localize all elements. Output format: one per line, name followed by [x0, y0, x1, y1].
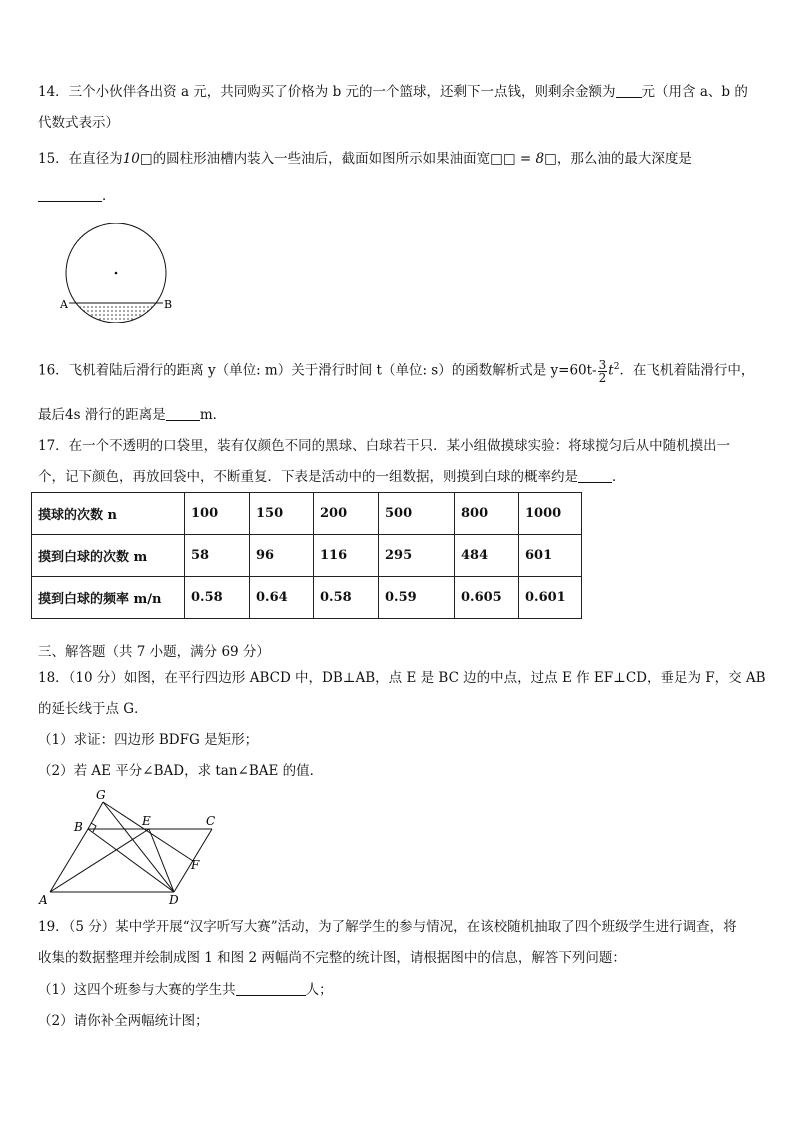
q16-line1: 16．飞机着陆后滑行的距离 y（单位: m）关于滑行时间 t（单位: s）的函数解析式是 y=60t- $\frac{3}{2}$ $t^2$．在飞机着陆滑行中， — [38, 357, 755, 385]
q16-answer-blank[interactable] — [166, 406, 200, 421]
q14-answer-blank[interactable] — [616, 83, 642, 98]
q17-data-table — [31, 492, 582, 619]
q18-line1: 18．（10 分）如图，在平行四边形 ABCD 中，DB⊥AB，点 E 是 BC 边的中点，过点 E 作 EF⊥CD，垂足为 F，交 AB — [38, 670, 766, 686]
q15-label-a: A — [60, 298, 68, 311]
q17-line2: 个，记下颜色，再放回袋中，不断重复．下表是活动中的一组数据，则摸到白球的概率约是 ． — [38, 469, 626, 485]
q15-answer-blank[interactable] — [38, 187, 102, 202]
q19-line1: 19．（5 分）某中学开展“汉字听写大赛”活动，为了解学生的参与情况，在该校随机抽取了四个班级学生进行调查，将 — [38, 919, 737, 935]
q18-part2: （2）若 AE 平分∠BAD，求 tan∠BAE 的值． — [38, 763, 324, 779]
q19-answer-blank[interactable] — [236, 981, 306, 996]
q18-part1: （1）求证：四边形 BDFG 是矩形； — [38, 732, 259, 748]
q19-line2: 收集的数据整理并绘制成图 1 和图 2 两幅尚不完整的统计图，请根据图中的信息，解答下列问题： — [38, 950, 626, 966]
q18-label-f: F — [191, 858, 200, 872]
section-3-heading: 三、解答题（共 7 小题，满分 69 分） — [38, 644, 270, 660]
q15-line2: ． — [38, 186, 116, 206]
q17-line1: 17．在一个不透明的口袋里，装有仅颜色不同的黑球、白球若干只．某小组做摸球实验：将球搅匀后从中随机摸出一 — [38, 438, 731, 454]
q18-label-b: B — [74, 820, 83, 834]
q15-circle-figure — [55, 223, 180, 323]
q18-label-c: C — [206, 814, 216, 828]
q18-line2: 的延长线于点 G． — [38, 701, 148, 717]
q17-answer-blank[interactable] — [578, 468, 612, 483]
q19-part1: （1）这四个班参与大赛的学生共 人； — [38, 982, 333, 998]
table-row: 摸球的次数 n 100 150 200 500 800 1000 — [32, 493, 582, 535]
q14-line2: 代数式表示） — [38, 115, 119, 131]
q16-fraction: $\frac{3}{2}$ — [598, 357, 607, 385]
q15-line1: 15．在直径为10□的圆柱形油槽内装入一些油后，截面如图所示如果油面宽□□ = 8□，那么油的最大深度是 — [38, 151, 692, 167]
q18-label-e: E — [142, 814, 151, 828]
q18-parallelogram-figure — [36, 785, 226, 907]
q14-line1: 14．三个小伙伴各出资 a 元，共同购买了价格为 b 元的一个篮球，还剩下一点钱，则剩余金额为 元（用含 a、b 的 — [38, 84, 748, 100]
q16-line2: 最后4s 滑行的距离是 m． — [38, 407, 227, 423]
q19-part2: （2）请你补全两幅统计图； — [38, 1013, 209, 1029]
q18-label-d: D — [169, 893, 179, 907]
q18-label-a: A — [39, 893, 48, 907]
q18-label-g: G — [96, 788, 106, 802]
q15-label-b: B — [164, 298, 173, 311]
table-row: 摸到白球的频率 m/n 0.58 0.64 0.58 0.59 0.605 0.601 — [32, 577, 582, 619]
table-row: 摸到白球的次数 m 58 96 116 295 484 601 — [32, 535, 582, 577]
